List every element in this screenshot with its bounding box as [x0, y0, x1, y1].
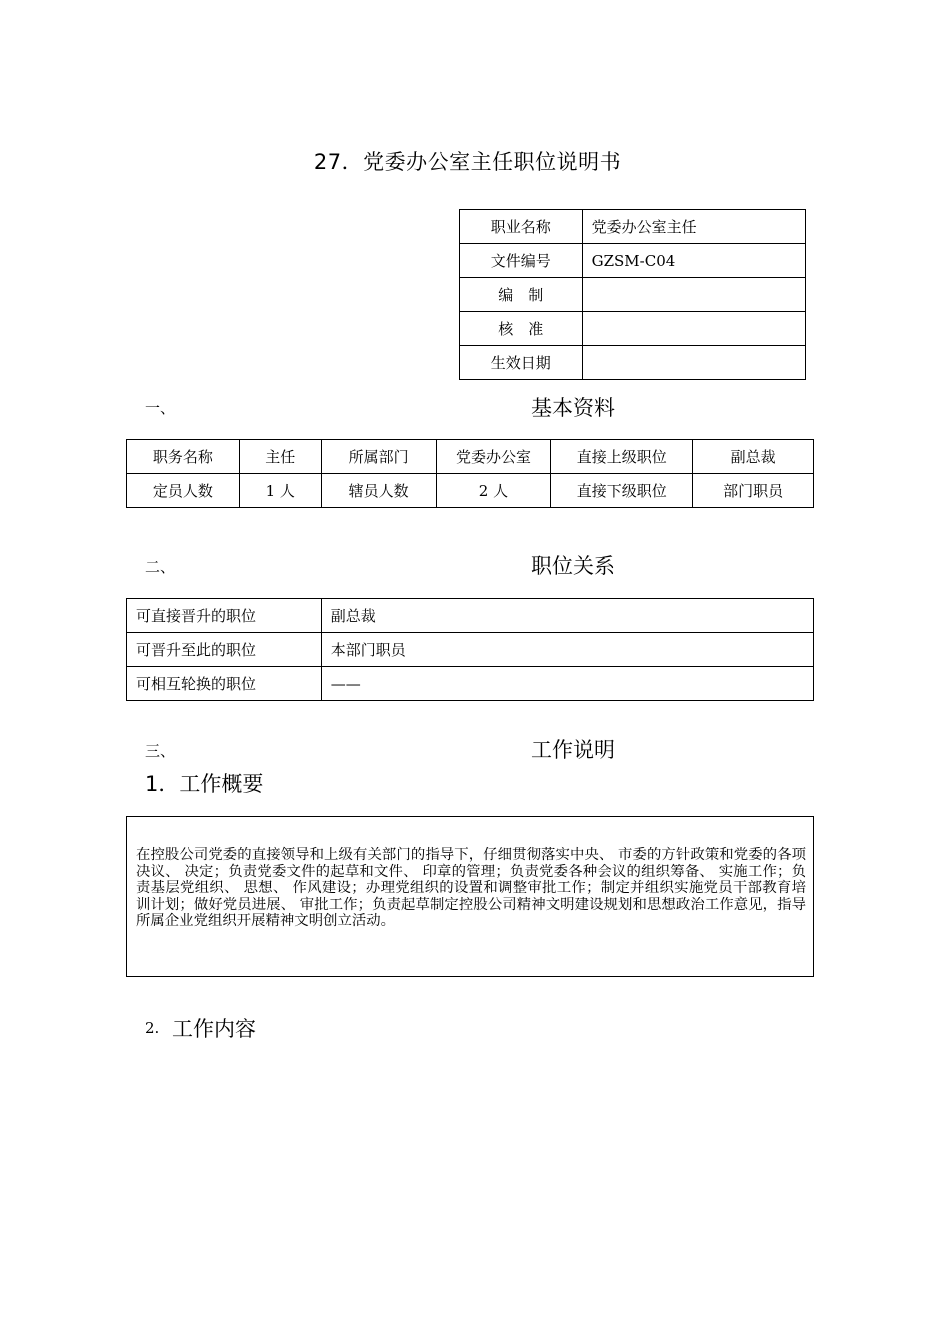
subsection-number: 2. — [145, 1019, 160, 1037]
info-label: 生效日期 — [460, 346, 583, 380]
info-value — [582, 312, 805, 346]
info-label: 核 准 — [460, 312, 583, 346]
table-cell: 1 人 — [239, 474, 321, 508]
table-row — [127, 474, 814, 508]
table-row — [460, 346, 806, 380]
table-row — [460, 210, 806, 244]
info-label: 编 制 — [460, 278, 583, 312]
table-row — [127, 440, 814, 474]
table-cell: 2 人 — [436, 474, 551, 508]
section-number: 二、 — [145, 558, 176, 576]
table-cell: 辖员人数 — [321, 474, 436, 508]
subsection-title: 工作内容 — [172, 1017, 256, 1041]
table-row — [460, 244, 806, 278]
table-cell: 职务名称 — [127, 440, 240, 474]
basic-info-table — [126, 439, 814, 508]
relation-label: 可相互轮换的职位 — [127, 667, 322, 701]
section-title: 基本资料 — [531, 396, 615, 420]
info-label: 文件编号 — [460, 244, 583, 278]
table-cell: 定员人数 — [127, 474, 240, 508]
relation-value: —— — [321, 667, 813, 701]
table-cell: 党委办公室 — [436, 440, 551, 474]
info-value: 党委办公室主任 — [582, 210, 805, 244]
table-cell: 直接上级职位 — [551, 440, 693, 474]
table-cell: 部门职员 — [693, 474, 814, 508]
job-summary-box — [126, 816, 814, 977]
info-value: GZSM-C04 — [582, 244, 805, 278]
table-cell: 副总裁 — [693, 440, 814, 474]
table-cell: 直接下级职位 — [551, 474, 693, 508]
section-number: 一、 — [145, 399, 176, 417]
info-table — [459, 209, 806, 380]
table-row — [127, 599, 814, 633]
relation-value: 本部门职员 — [321, 633, 813, 667]
subsection-title: 1．工作概要 — [145, 772, 264, 796]
relation-value: 副总裁 — [321, 599, 813, 633]
table-row — [127, 633, 814, 667]
table-cell: 主任 — [239, 440, 321, 474]
section-title: 工作说明 — [531, 738, 615, 762]
info-label: 职业名称 — [460, 210, 583, 244]
table-row — [460, 278, 806, 312]
table-row — [127, 667, 814, 701]
table-row — [460, 312, 806, 346]
relation-table — [126, 598, 814, 701]
section-number: 三、 — [145, 742, 176, 760]
page-title: 27．党委办公室主任职位说明书 — [313, 150, 622, 174]
job-summary-text: 在控股公司党委的直接领导和上级有关部门的指导下，仔细贯彻落实中央、 市委的方针政策和党委的各项决议、 决定；负责党委文件的起草和文件、 印章的管理；负责党委各种会议的组织筹备、 实施工作；负责基层党组织、 思想、 作风建设；办理党组织的设置和调整审批工作；制定并组织实施党员干部教育培训计划；做好党员进展、 审批工作；负责起草制定控股公司精神文明建设规划和思想政治工作意见，指导所属企业党组织开展精神文明创立活动。 — [136, 847, 806, 930]
relation-label: 可直接晋升的职位 — [127, 599, 322, 633]
info-value — [582, 346, 805, 380]
relation-label: 可晋升至此的职位 — [127, 633, 322, 667]
table-cell: 所属部门 — [321, 440, 436, 474]
info-value — [582, 278, 805, 312]
section-title: 职位关系 — [531, 554, 615, 578]
